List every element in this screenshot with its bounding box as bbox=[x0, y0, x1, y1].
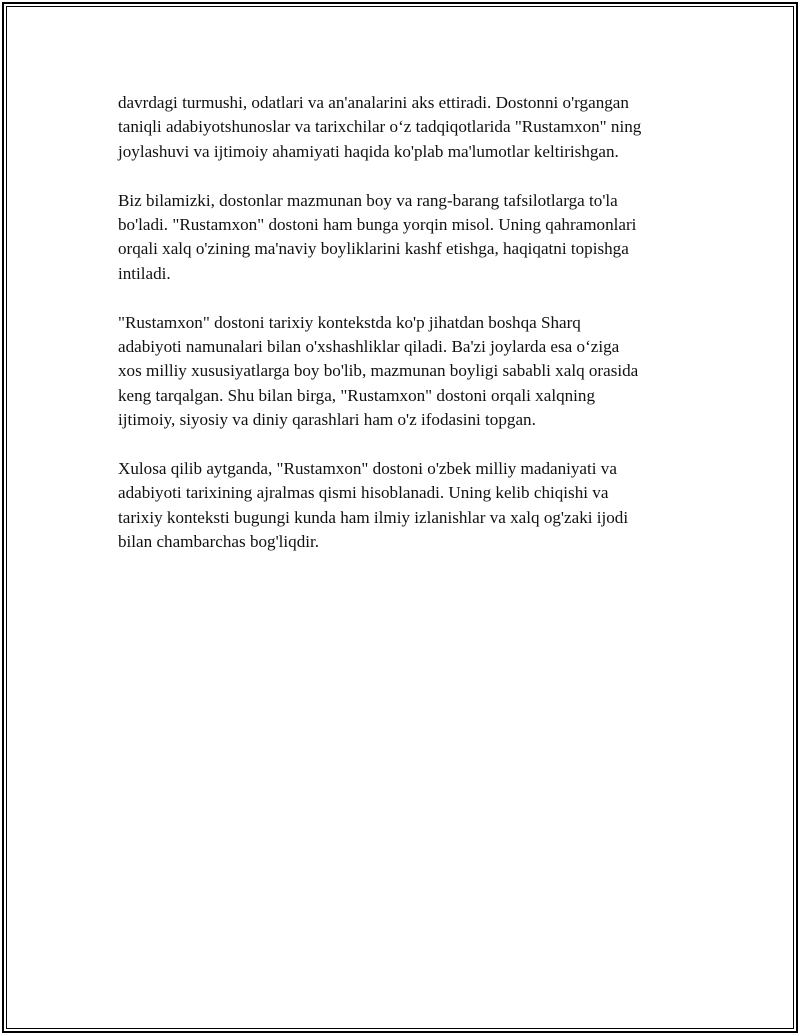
text-line: xos milliy xususiyatlarga boy bo'lib, mazmunan boyligi sababli xalq orasida bbox=[118, 361, 639, 381]
text-line: tarixiy konteksti bugungi kunda ham ilmiy izlanishlar va xalq og'zaki ijodi bbox=[118, 507, 629, 527]
paragraph-1 bbox=[118, 91, 688, 164]
text-line: taniqli adabiyotshunoslar va tarixchilar o‘z tadqiqotlarida "Rustamxon" ning bbox=[118, 117, 642, 137]
text-line: adabiyoti tarixining ajralmas qismi hisoblanadi. Uning kelib chiqishi va bbox=[118, 483, 609, 503]
text-line: Xulosa qilib aytganda, "Rustamxon" dostoni o'zbek milliy madaniyati va bbox=[118, 459, 617, 479]
text-line: intiladi. bbox=[118, 263, 171, 283]
paragraph-3 bbox=[118, 311, 688, 433]
document-body bbox=[118, 91, 688, 579]
paragraph-4 bbox=[118, 457, 688, 555]
text-line: bilan chambarchas bog'liqdir. bbox=[118, 532, 320, 552]
text-line: ijtimoiy, siyosiy va diniy qarashlari ham o'z ifodasini topgan. bbox=[118, 410, 536, 430]
text-line: joylashuvi va ijtimoiy ahamiyati haqida ko'plab ma'lumotlar keltirishgan. bbox=[118, 141, 619, 161]
text-line: davrdagi turmushi, odatlari va an'analarini aks ettiradi. Dostonni o'rgangan bbox=[118, 93, 629, 112]
paragraph-2 bbox=[118, 189, 688, 287]
text-line: keng tarqalgan. Shu bilan birga, "Rustamxon" dostoni orqali xalqning bbox=[118, 385, 596, 405]
text-line: bo'ladi. "Rustamxon" dostoni ham bunga yorqin misol. Uning qahramonlari bbox=[118, 215, 637, 235]
text-line: adabiyoti namunalari bilan o'xshashliklar qiladi. Ba'zi joylarda esa o‘ziga bbox=[118, 337, 620, 357]
text-line: orqali xalq o'zining ma'naviy boyliklarini kashf etishga, haqiqatni topishga bbox=[118, 239, 629, 259]
text-line: "Rustamxon" dostoni tarixiy kontekstda ko'p jihatdan boshqa Sharq bbox=[118, 312, 581, 332]
text-line: Biz bilamizki, dostonlar mazmunan boy va rang-barang tafsilotlarga to'la bbox=[118, 190, 618, 210]
